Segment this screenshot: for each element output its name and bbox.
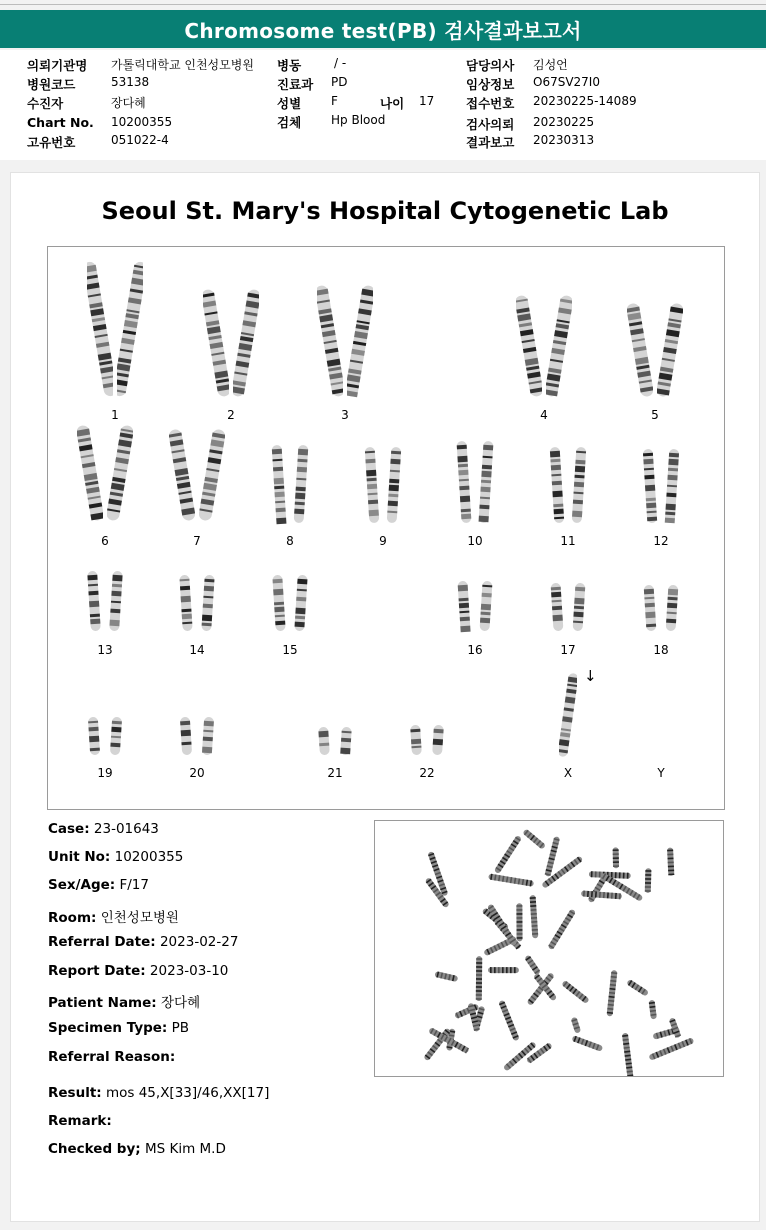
chromosome-7-a xyxy=(169,427,195,527)
info-label: 병동 xyxy=(277,58,302,73)
info-value: 53138 xyxy=(111,75,150,89)
chromosome-9-b xyxy=(385,445,403,529)
chromosome-16-a xyxy=(455,579,473,637)
info-value: 051022-4 xyxy=(111,133,169,147)
metaphase-chromosome xyxy=(476,956,482,1001)
info-value: 김성언 xyxy=(533,58,568,72)
chromosome-7-b xyxy=(199,427,225,527)
chromosome-label-13: 13 xyxy=(97,643,113,657)
metaphase-chromosome xyxy=(626,979,649,997)
info-label: 나이 xyxy=(380,96,405,111)
chromosome-label-19: 19 xyxy=(97,766,113,780)
field-remark: Remark: xyxy=(48,1113,112,1129)
metaphase-chromosome xyxy=(487,903,518,946)
metaphase-spread-image xyxy=(374,820,724,1077)
chromosome-13-b xyxy=(107,569,125,637)
info-value: 가톨릭대학교 인천성모병원 xyxy=(111,58,254,72)
chromosome-label-17: 17 xyxy=(560,643,576,657)
info-value: O67SV27I0 xyxy=(533,75,600,89)
metaphase-spread xyxy=(375,821,723,1076)
lab-title: Seoul St. Mary's Hospital Cytogenetic Lab xyxy=(101,197,669,225)
field-sex-age: Sex/Age: F/17 xyxy=(48,877,149,893)
info-label: 임상정보 xyxy=(466,77,515,92)
field-referral-reason: Referral Reason: xyxy=(48,1049,176,1065)
metaphase-chromosome xyxy=(547,909,576,951)
chromosome-label-10: 10 xyxy=(467,534,483,548)
chromosome-label-9: 9 xyxy=(379,534,387,548)
chromosome-label-11: 11 xyxy=(560,534,576,548)
field-referral-date: Referral Date: 2023-02-27 xyxy=(48,934,239,950)
chromosome-label-14: 14 xyxy=(189,643,205,657)
chromosome-12-a xyxy=(641,447,659,529)
info-value: 20230313 xyxy=(533,133,595,147)
info-label: 검사의뢰 xyxy=(466,117,515,132)
chromosome-22-a xyxy=(407,723,425,761)
chromosome-18-a xyxy=(641,583,659,637)
info-label: 진료과 xyxy=(277,77,314,92)
chromosome-11-a xyxy=(548,445,566,529)
info-label: 성별 xyxy=(277,96,302,111)
chromosome-21-b xyxy=(337,725,355,761)
metaphase-chromosome xyxy=(561,980,590,1004)
chromosome-label-6: 6 xyxy=(101,534,109,548)
metaphase-chromosome xyxy=(622,1033,634,1076)
metaphase-chromosome xyxy=(645,868,652,893)
chromosome-label-12: 12 xyxy=(653,534,669,548)
chromosome-label-15: 15 xyxy=(282,643,298,657)
metaphase-chromosome xyxy=(516,903,522,941)
top-rule xyxy=(0,4,766,5)
chromosome-1-a xyxy=(87,259,113,403)
chromosome-20-a xyxy=(177,715,195,761)
chromosome-label-2: 2 xyxy=(227,408,235,422)
metaphase-chromosome xyxy=(648,1037,694,1061)
info-value: 17 xyxy=(419,94,435,108)
chromosome-13-a xyxy=(85,569,103,637)
metaphase-chromosome xyxy=(524,955,541,976)
chromosome-3-b xyxy=(347,283,373,403)
cytogenetic-report-card xyxy=(10,172,760,1222)
karyogram-panel xyxy=(47,246,725,810)
info-label: 담당의사 xyxy=(466,58,515,73)
chromosome-19-b xyxy=(107,715,125,761)
metaphase-chromosome xyxy=(544,836,560,877)
info-label: 병원코드 xyxy=(27,77,76,92)
chromosome-22-b xyxy=(429,723,447,761)
chromosome-label-Y: Y xyxy=(657,766,665,780)
info-label: 고유번호 xyxy=(27,135,76,150)
report-title: Chromosome test(PB) 검사결과보고서 xyxy=(184,18,582,43)
metaphase-chromosome xyxy=(434,971,458,982)
chromosome-10-a xyxy=(455,439,473,529)
metaphase-chromosome xyxy=(649,1000,657,1020)
chromosome-2-a xyxy=(203,287,229,403)
field-checked-by: Checked by; MS Kim M.D xyxy=(48,1141,226,1157)
info-value: Hp Blood xyxy=(331,113,386,127)
chromosome-label-18: 18 xyxy=(653,643,669,657)
chromosome-label-X: X xyxy=(563,766,573,780)
info-label: 수진자 xyxy=(27,96,64,111)
patient-info-table xyxy=(0,50,766,160)
info-value: PD xyxy=(331,75,348,89)
chromosome-15-b xyxy=(292,573,310,637)
chromosome-9-a xyxy=(363,445,381,529)
metaphase-chromosome xyxy=(571,1017,582,1034)
chromosome-1-b xyxy=(117,259,143,403)
chromosome-4-a xyxy=(516,293,542,403)
field-case: Case: 23-01643 xyxy=(48,821,159,837)
chromosome-11-b xyxy=(570,445,588,529)
info-label: 접수번호 xyxy=(466,96,515,111)
chromosome-6-a xyxy=(77,423,103,527)
metaphase-chromosome xyxy=(498,1000,520,1042)
chromosome-3-a xyxy=(317,283,343,403)
metaphase-chromosome xyxy=(667,847,674,875)
chromosome-label-16: 16 xyxy=(467,643,483,657)
metaphase-chromosome xyxy=(613,847,619,868)
info-value: F xyxy=(331,94,338,108)
chromosome-10-b xyxy=(477,439,495,529)
chromosome-label-3: 3 xyxy=(341,408,349,422)
metaphase-chromosome xyxy=(488,873,534,886)
metaphase-chromosome xyxy=(522,829,546,850)
chromosome-12-b xyxy=(663,447,681,529)
chromosome-label-20: 20 xyxy=(189,766,205,780)
metaphase-chromosome xyxy=(581,890,622,899)
info-label: 결과보고 xyxy=(466,135,515,150)
metaphase-chromosome xyxy=(669,1017,682,1038)
field-unit-no: Unit No: 10200355 xyxy=(48,849,184,865)
info-value: 20230225 xyxy=(533,115,595,129)
chromosome-label-5: 5 xyxy=(651,408,659,422)
info-value: 장다혜 xyxy=(111,96,146,110)
info-value: 10200355 xyxy=(111,115,173,129)
metaphase-chromosome xyxy=(607,970,618,1017)
chromosome-6-b xyxy=(107,423,133,527)
field-result: Result: mos 45,X[33]/46,XX[17] xyxy=(48,1085,270,1101)
info-label: Chart No. xyxy=(27,115,94,130)
metaphase-chromosome xyxy=(488,967,519,973)
chromosome-5-a xyxy=(627,301,653,403)
chromosome-5-b xyxy=(657,301,683,403)
chromosome-21-a xyxy=(315,725,333,761)
metaphase-chromosome xyxy=(494,835,522,874)
chromosome-8-a xyxy=(270,443,288,529)
chromosome-19-a xyxy=(85,715,103,761)
chromosome-label-8: 8 xyxy=(286,534,294,548)
field-patient-name: Patient Name: 장다혜 xyxy=(48,995,201,1011)
chromosome-label-1: 1 xyxy=(111,408,119,422)
chromosome-label-7: 7 xyxy=(193,534,201,548)
chromosome-4-b xyxy=(546,293,572,403)
info-value: 20230225-14089 xyxy=(533,94,637,108)
metaphase-chromosome xyxy=(530,895,539,938)
chromosome-label-4: 4 xyxy=(540,408,548,422)
metaphase-chromosome xyxy=(571,1035,603,1052)
chromosome-14-b xyxy=(199,573,217,637)
info-label: 의뢰기관명 xyxy=(27,58,88,73)
chromosome-18-b xyxy=(663,583,681,637)
chromosome-2-b xyxy=(233,287,259,403)
chromosome-15-a xyxy=(270,573,288,637)
abnormal-arrow-icon: ↓ xyxy=(584,667,597,685)
field-specimen-type: Specimen Type: PB xyxy=(48,1020,190,1036)
info-value: / - xyxy=(334,56,347,70)
chromosome-17-b xyxy=(570,581,588,637)
chromosome-label-22: 22 xyxy=(419,766,435,780)
chromosome-14-a xyxy=(177,573,195,637)
field-room: Room: 인천성모병원 xyxy=(48,910,179,926)
chromosome-16-b xyxy=(477,579,495,637)
field-report-date: Report Date: 2023-03-10 xyxy=(48,963,229,979)
chromosome-8-b xyxy=(292,443,310,529)
info-label: 검체 xyxy=(277,115,302,130)
chromosome-label-21: 21 xyxy=(327,766,343,780)
report-title-banner xyxy=(0,10,766,48)
chromosome-17-a xyxy=(548,581,566,637)
chromosome-20-b xyxy=(199,715,217,761)
chromosome-X xyxy=(559,671,577,763)
